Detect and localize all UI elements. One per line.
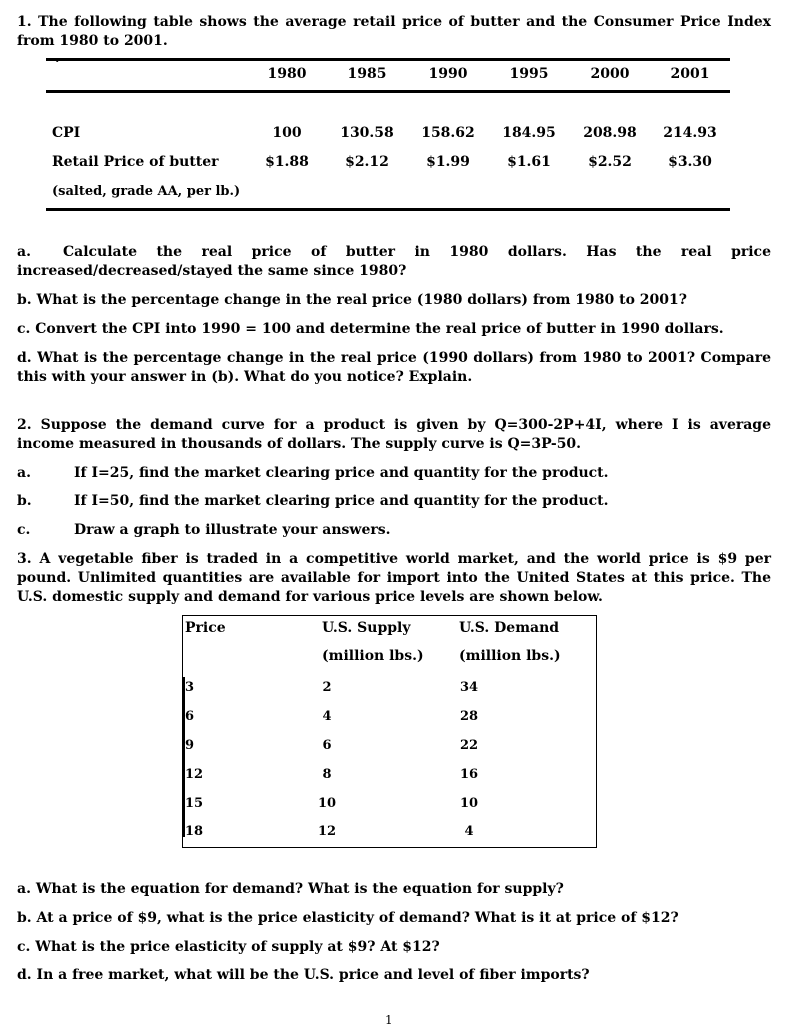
- butter-price-cell: $1.61: [507, 154, 551, 170]
- demand-cell: 4: [464, 824, 474, 839]
- cpi-cell: 100: [272, 125, 302, 141]
- butter-unit-note: (salted, grade AA, per lb.): [52, 184, 241, 199]
- q2-c-marker: c.: [17, 522, 31, 538]
- butter-price-cell: $1.99: [426, 154, 470, 170]
- table-bottom-rule: [46, 208, 730, 211]
- row-label-butter: Retail Price of butter: [52, 154, 219, 170]
- year-header: 1995: [509, 66, 549, 82]
- demand-cell: 22: [459, 738, 479, 753]
- supply-unit-header: (million lbs.): [322, 648, 424, 664]
- supply-cell: 8: [322, 767, 332, 782]
- table-header-rule: [46, 90, 730, 93]
- price-cell: 12: [185, 767, 204, 782]
- q1-intro: 1. The following table shows the average retail price of butter and the Consumer Price Index from 1980 to 2001.: [17, 14, 771, 49]
- q2-intro: 2. Suppose the demand curve for a product is given by Q=300-2P+4I, where I is average income measured in thousands of dollars. The supply curve is Q=3P-50.: [17, 417, 771, 452]
- q3-part-d: d. In a free market, what will be the U.S. price and level of fiber imports?: [17, 967, 590, 983]
- supply-cell: 2: [322, 680, 332, 695]
- year-header: 1990: [428, 66, 468, 82]
- q3-part-c: c. What is the price elasticity of supply at $9? At $12?: [17, 939, 440, 955]
- demand-header: U.S. Demand: [459, 620, 560, 636]
- q3-part-a: a. What is the equation for demand? What is the equation for supply?: [17, 881, 564, 897]
- cpi-cell: 184.95: [502, 125, 556, 141]
- tick-mark: ˇ: [55, 61, 60, 71]
- price-cell: 18: [185, 824, 204, 839]
- price-cell: 6: [185, 709, 195, 724]
- cpi-cell: 130.58: [340, 125, 394, 141]
- cpi-cell: 214.93: [663, 125, 717, 141]
- butter-price-cell: $1.88: [265, 154, 309, 170]
- demand-cell: 16: [459, 767, 479, 782]
- year-header: 2000: [590, 66, 630, 82]
- butter-price-cell: $3.30: [668, 154, 712, 170]
- cpi-cell: 158.62: [421, 125, 475, 141]
- year-header: 1985: [347, 66, 387, 82]
- q2-b-text: If I=50, find the market clearing price and quantity for the product.: [74, 493, 609, 509]
- price-cell: 9: [185, 738, 195, 753]
- q1-part-d: d. What is the percentage change in the real price (1990 dollars) from 1980 to 2001? Compare this with your answer in (b). What do you notice? Explain.: [17, 350, 771, 385]
- q1-part-a: [17, 243, 771, 281]
- demand-cell: 28: [459, 709, 479, 724]
- table-top-rule: [46, 58, 730, 61]
- q2-b-marker: b.: [17, 493, 32, 509]
- price-header: Price: [185, 620, 226, 636]
- q1-part-b: b. What is the percentage change in the real price (1980 dollars) from 1980 to 2001?: [17, 292, 687, 308]
- supply-cell: 10: [317, 796, 337, 811]
- butter-price-cell: $2.12: [345, 154, 389, 170]
- row-label-cpi: CPI: [52, 125, 81, 141]
- q1-a-text: Calculate the real price of butter in 1980 dollars. Has the real price increased/decreased/stayed the same since 1980?: [17, 244, 771, 279]
- fiber-table: [182, 615, 597, 848]
- q3-part-b: b. At a price of $9, what is the price elasticity of demand? What is it at price of $12?: [17, 910, 679, 926]
- page-number: 1: [385, 1013, 393, 1027]
- butter-price-cell: $2.52: [588, 154, 632, 170]
- price-cell: 3: [185, 680, 195, 695]
- year-header: 1980: [267, 66, 307, 82]
- supply-cell: 12: [317, 824, 337, 839]
- supply-cell: 4: [322, 709, 332, 724]
- demand-cell: 34: [459, 680, 479, 695]
- price-column-rule: [183, 677, 185, 837]
- q2-a-text: If I=25, find the market clearing price and quantity for the product.: [74, 465, 609, 481]
- demand-unit-header: (million lbs.): [459, 648, 561, 664]
- q2-c-text: Draw a graph to illustrate your answers.: [74, 522, 391, 538]
- q2-a-marker: a.: [17, 465, 31, 481]
- q1-part-c: c. Convert the CPI into 1990 = 100 and determine the real price of butter in 1990 dollars.: [17, 321, 724, 337]
- year-header: 2001: [670, 66, 710, 82]
- q1-a-marker: a.: [17, 244, 31, 260]
- cpi-cell: 208.98: [583, 125, 637, 141]
- price-cell: 15: [185, 796, 204, 811]
- supply-cell: 6: [322, 738, 332, 753]
- demand-cell: 10: [459, 796, 479, 811]
- q3-intro: 3. A vegetable fiber is traded in a competitive world market, and the world price is $9 per pound. Unlimited quantities are available for import into the United States at this price. The U.S. domestic supply and demand for various price levels are shown below.: [17, 551, 771, 605]
- supply-header: U.S. Supply: [322, 620, 411, 636]
